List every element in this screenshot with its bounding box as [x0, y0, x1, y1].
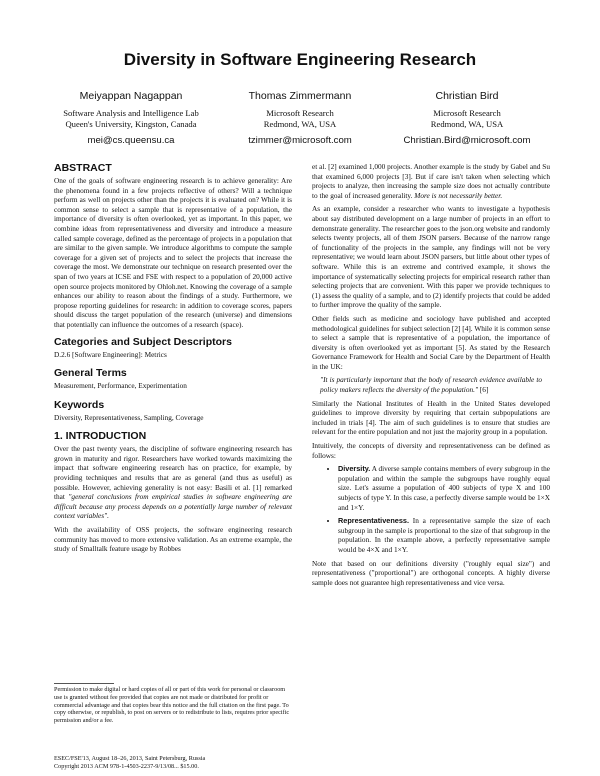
intro-paragraph-1-text: Over the past twenty years, the discipline of software engineering research has grown in maturity and rigor. Researchers have worked towards maximizing the impact that software engineering research has on practice, for example, by providing techniques and results that are as general (and thus as useful) as possible. However, achieving generality is not easy: Basili et al. [1] remarked that: [54, 444, 292, 502]
author-name: Christian Bird: [435, 90, 499, 102]
block-quote-text: "It is particularly important that the body of research evidence available to policy makers reflects the diversity of the population.": [320, 375, 542, 395]
author-email: tzimmer@microsoft.com: [248, 135, 352, 146]
abstract-heading: ABSTRACT: [54, 162, 112, 174]
block-quote-ref: [6]: [479, 385, 489, 395]
block-quote: [320, 375, 542, 394]
author-block-2: [205, 90, 395, 146]
categories-heading: Categories and Subject Descriptors: [54, 335, 232, 348]
definition-list: [312, 464, 550, 554]
author-location: Redmond, WA, USA: [430, 118, 504, 129]
categories-text: D.2.6 [Software Engineering]: Metrics: [54, 349, 167, 359]
author-location: Redmond, WA, USA: [263, 118, 337, 129]
intro-paragraph-1: [54, 444, 292, 521]
conference-info: [54, 755, 292, 771]
author-location: Queen's University, Kingston, Canada: [65, 118, 197, 129]
definition-text: A diverse sample contains members of every subgroup in the population and within the sample the subgroups have roughly equal size. Let's assume a population of 400 subjects of type X and 100 subjects of type Y. In this case, a perfectly diverse sample would be 1×X and 1×Y.: [338, 464, 550, 512]
keywords-heading: Keywords: [54, 398, 105, 411]
paper-title: Diversity in Software Engineering Research: [123, 50, 477, 69]
copyright-line: Copyright 2013 ACM 978-1-4503-2237-9/13/08... $15.00.: [54, 762, 199, 770]
footnote-rule: [54, 683, 114, 684]
author-affiliation: Software Analysis and Intelligence Lab: [63, 108, 199, 118]
definition-item-representativeness: [338, 516, 550, 554]
definition-item-diversity: [338, 464, 550, 512]
right-paragraph-1-emphasis: More is not necessarily better.: [414, 190, 503, 200]
introduction-heading: 1. INTRODUCTION: [54, 430, 147, 443]
author-affiliation: Microsoft Research: [266, 108, 334, 118]
intro-quote: "general conclusions from empirical studies in software engineering are difficult because any process depends on a potentially large number of relevant context variables".: [54, 492, 292, 521]
right-paragraph-2: As an example, consider a researcher who wants to investigate a hypothesis about say distributed development on a large number of projects in an effort to demonstrate generality. The researcher goes to the json.org website and randomly selects twenty projects, all of them JSON parsers. Because of the narrow range of functionality of the projects in the sample, any findings will not be very representative; we would learn about JSON parsers, but little about other types of software. While this is an extreme and contrived example, it shows the importance of systematically selecting projects for empirical research rather than selecting projects that are convenient. With this paper we provide techniques to (1) assess the quality of a sample, and to (2) identify projects that could be added to further improve the quality of the sample.: [312, 204, 550, 310]
definition-term: Representativeness.: [338, 516, 409, 526]
right-paragraph-5: Intuitively, the concepts of diversity and representativeness can be defined as follows:: [312, 441, 550, 460]
left-column: [54, 162, 292, 558]
conference-line: ESEC/FSE'13, August 18–26, 2013, Saint Petersburg, Russia: [54, 755, 206, 762]
author-block-1: [36, 90, 226, 146]
author-email: mei@cs.queensu.ca: [87, 135, 175, 146]
right-paragraph-3: Other fields such as medicine and sociology have published and accepted methodological guidelines for subject selection [2] [4]. While it is common sense to select a sample that is representative of a population, the importance of diversity is often overlooked yet as important [5]. As stated by the Research Governance Framework for Health and Social Care by the Department of Health in the UK:: [312, 313, 550, 371]
definition-text: In a representative sample the size of each subgroup in the sample is proportional to the size of that subgroup in the population. In the example above, a perfectly representative sample would be 4×X and 1×Y.: [338, 516, 550, 554]
keywords-text: Diversity, Representativeness, Sampling, Coverage: [54, 412, 204, 422]
author-name: Meiyappan Nagappan: [79, 90, 183, 102]
author-block-3: [372, 90, 562, 146]
permission-notice: [54, 686, 292, 725]
right-column: [312, 162, 550, 591]
author-affiliation: Microsoft Research: [433, 108, 501, 118]
general-terms-text: Measurement, Performance, Experimentation: [54, 381, 187, 391]
author-name: Thomas Zimmermann: [248, 90, 352, 102]
right-paragraph-6: Note that based on our definitions diversity ("roughly equal size") and representativeness ("proportional") are orthogonal concepts. A highly diverse sample does not guarantee high representativeness and vice versa.: [312, 558, 550, 587]
right-paragraph-4: Similarly the National Institutes of Health in the United States developed guidelines to improve diversity by requiring that certain subpopulations are included in trials [4]. The aim of such guidelines is to ensure that studies are relevant for the entire population and not just the majority group in a population.: [312, 398, 550, 437]
abstract-text: One of the goals of software engineering research is to achieve generality: Are the phenomena found in a few projects reflective of others? Will a technique perform as well on projects other than the projects it is evaluated on? While it is common sense to select a sample that is representative of a population, the importance of diversity is often overlooked, yet as important. In this paper, we combine ideas from representativeness and diversity and introduce a measure called sample coverage, defined as the percentage of projects in a population that are similar to the given sample. We introduce algorithms to compute the sample coverage for a given set of projects and to select the projects that increase the coverage the most. We demonstrate our technique on research presented over the span of two years at ICSE and FSE with respect to a population of 20,000 active open source projects monitored by Ohloh.net. Knowing the coverage of a sample enhances our ability to reason about the findings of a study. Furthermore, we propose reporting guidelines for research: in addition to coverage scores, papers should discuss the target population of the research (universe) and dimensions that potentially can influence the outcomes of a research (space).: [54, 176, 292, 329]
author-email: Christian.Bird@microsoft.com: [403, 135, 531, 146]
intro-paragraph-2: With the availability of OSS projects, the software engineering research community has moved to more extensive validation. As an extreme example, the study of Smalltalk feature usage by Robbes: [54, 525, 292, 554]
right-paragraph-1-text: et al. [2] examined 1,000 projects. Another example is the study by Gabel and Su that examined 6,000 projects [3]. But if care isn't taken when selecting which projects to analyze, then increasing the sample size does not actually contribute to the goal of increased generality.: [312, 162, 550, 200]
definition-term: Diversity.: [338, 464, 371, 474]
general-terms-heading: General Terms: [54, 367, 127, 380]
right-paragraph-1: [312, 162, 550, 200]
permission-text: Permission to make digital or hard copies of all or part of this work for personal or classroom use is granted without fee provided that copies are not made or distributed for profit or commercial advantage and that copies bear this notice and the full citation on the first page. To copy otherwise, or republish, to post on servers or to redistribute to lists, requires prior specific permission and/or a fee.: [54, 686, 290, 725]
